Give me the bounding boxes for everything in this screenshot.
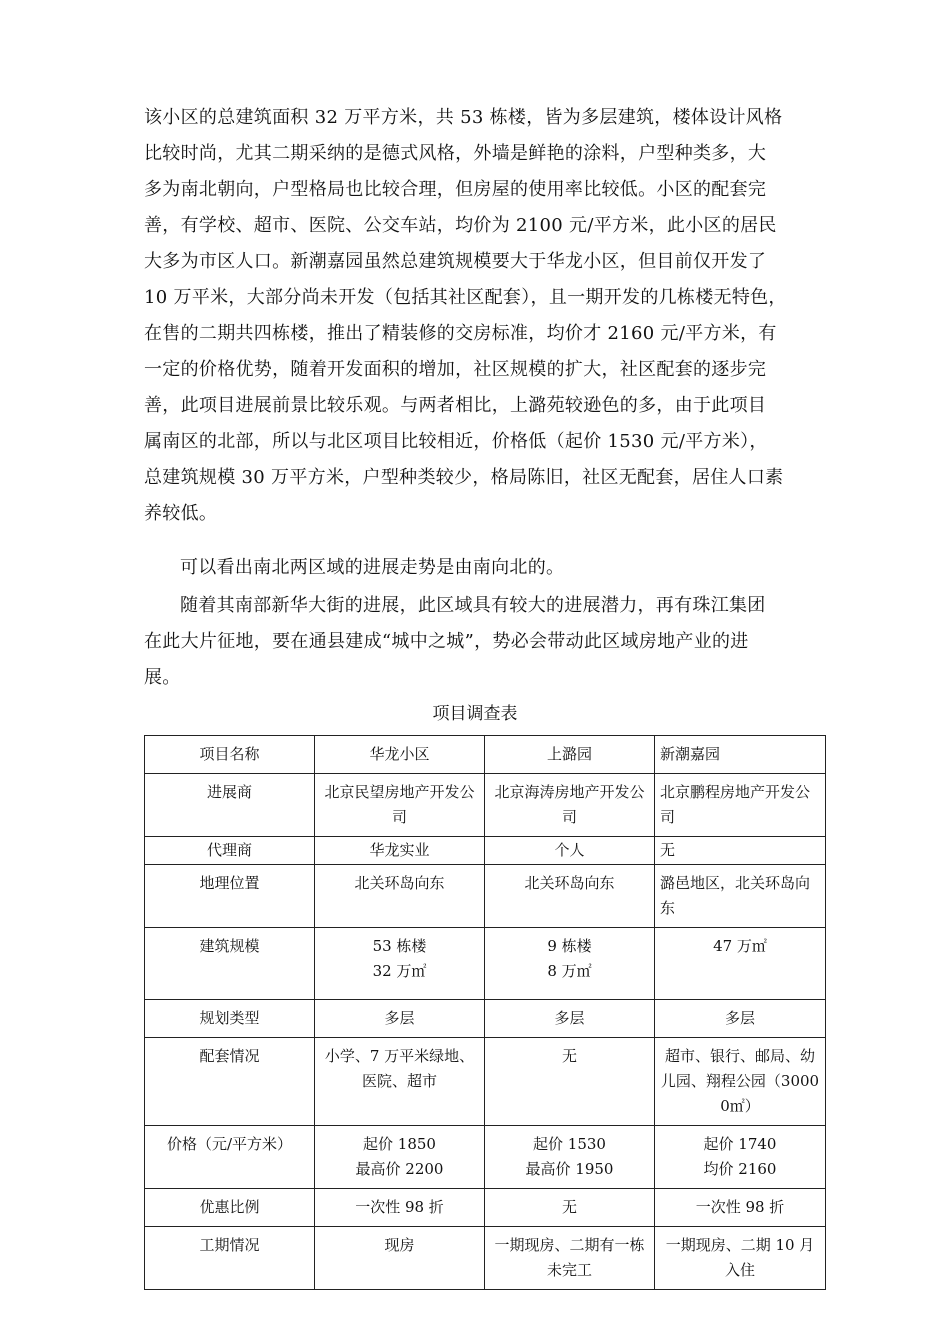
text-line: 可以看出南北两区域的进展走势是由南向北的。 — [180, 557, 565, 578]
cell-line: 9 栋楼 — [547, 937, 592, 955]
row-label: 建筑规模 — [145, 928, 315, 1000]
table-row — [145, 1038, 826, 1126]
table-cell: 无 — [485, 1189, 655, 1227]
table-cell: 北京民望房地产开发公司 — [315, 774, 485, 837]
table-cell: 一期现房、二期有一栋未完工 — [485, 1227, 655, 1290]
table-title: 项目调查表 — [432, 704, 518, 724]
header-cell: 新潮嘉园 — [655, 736, 826, 774]
table-row — [145, 837, 826, 865]
table-cell: 多层 — [485, 1000, 655, 1038]
row-label: 优惠比例 — [145, 1189, 315, 1227]
row-label: 地理位置 — [145, 865, 315, 928]
text-line: 善，此项目进展前景比较乐观。与两者相比，上潞苑较逊色的多，由于此项目 — [144, 395, 767, 416]
table-cell — [655, 1126, 826, 1189]
text-line: 总建筑规模 30 万平方米，户型种类较少，格局陈旧，社区无配套，居住人口素 — [144, 467, 784, 488]
table-cell — [315, 928, 485, 1000]
table-cell: 无 — [485, 1038, 655, 1126]
table-cell: 华龙实业 — [315, 837, 485, 865]
table-cell — [485, 1126, 655, 1189]
table-row — [145, 1000, 826, 1038]
header-cell: 上潞园 — [485, 736, 655, 774]
row-label: 价格（元/平方米） — [145, 1126, 315, 1189]
cell-line: 均价 2160 — [703, 1160, 777, 1178]
table-cell: 北关环岛向东 — [485, 865, 655, 928]
table-cell: 个人 — [485, 837, 655, 865]
cell-line: 起价 1740 — [703, 1135, 777, 1153]
table-cell: 北京海涛房地产开发公司 — [485, 774, 655, 837]
table-cell: 北京鹏程房地产开发公司 — [655, 774, 826, 837]
paragraph-potential — [144, 588, 812, 696]
row-label: 代理商 — [145, 837, 315, 865]
table-cell — [485, 928, 655, 1000]
table-cell: 超市、银行、邮局、幼儿园、翔程公园（30000㎡） — [655, 1038, 826, 1126]
project-survey-table — [144, 735, 826, 1290]
text-line: 该小区的总建筑面积 32 万平方米，共 53 栋楼，皆为多层建筑，楼体设计风格 — [144, 107, 783, 128]
text-line: 善，有学校、超市、医院、公交车站，均价为 2100 元/平方米，此小区的居民 — [144, 215, 777, 236]
table-cell: 北关环岛向东 — [315, 865, 485, 928]
text-line: 在此大片征地，要在通县建成“城中之城”，势必会带动此区域房地产业的进 — [144, 631, 749, 652]
cell-line: 8 万㎡ — [547, 962, 592, 980]
text-line: 养较低。 — [144, 503, 218, 524]
text-line: 一定的价格优势，随着开发面积的增加，社区规模的扩大，社区配套的逐步完 — [144, 359, 767, 380]
cell-line: 53 栋楼 — [372, 937, 427, 955]
cell-line: 起价 1530 — [533, 1135, 606, 1153]
row-label: 工期情况 — [145, 1227, 315, 1290]
cell-line: 最高价 1950 — [525, 1160, 614, 1178]
table-cell: 一次性 98 折 — [655, 1189, 826, 1227]
table-cell: 潞邑地区，北关环岛向东 — [655, 865, 826, 928]
table-cell — [315, 1126, 485, 1189]
table-cell: 多层 — [315, 1000, 485, 1038]
row-label: 规划类型 — [145, 1000, 315, 1038]
text-line: 随着其南部新华大街的进展，此区域具有较大的进展潜力，再有珠江集团 — [180, 595, 766, 616]
paragraph-trend — [144, 550, 812, 586]
table-row — [145, 928, 826, 1000]
table-cell: 多层 — [655, 1000, 826, 1038]
cell-line: 32 万㎡ — [372, 962, 427, 980]
text-line: 属南区的北部，所以与北区项目比较相近，价格低（起价 1530 元/平方米）， — [144, 431, 768, 452]
table-row — [145, 1126, 826, 1189]
text-line: 比较时尚，尤其二期采纳的是德式风格，外墙是鲜艳的涂料，户型种类多，大 — [144, 143, 767, 164]
table-row — [145, 1227, 826, 1290]
cell-line: 最高价 2200 — [355, 1160, 444, 1178]
table-cell: 一期现房、二期 10 月入住 — [655, 1227, 826, 1290]
table-cell: 47 万㎡ — [655, 928, 826, 1000]
table-cell: 一次性 98 折 — [315, 1189, 485, 1227]
text-line: 在售的二期共四栋楼，推出了精装修的交房标准，均价才 2160 元/平方米，有 — [144, 323, 777, 344]
text-line: 10 万平米，大部分尚未开发（包括其社区配套），且一期开发的几栋楼无特色， — [144, 287, 787, 308]
cell-line: 起价 1850 — [363, 1135, 436, 1153]
table-cell: 现房 — [315, 1227, 485, 1290]
header-cell: 项目名称 — [145, 736, 315, 774]
table-row — [145, 1189, 826, 1227]
row-label: 进展商 — [145, 774, 315, 837]
row-label: 配套情况 — [145, 1038, 315, 1126]
table-row — [145, 774, 826, 837]
table-cell: 小学、7 万平米绿地、医院、超市 — [315, 1038, 485, 1126]
text-line: 多为南北朝向，户型格局也比较合理，但房屋的使用率比较低。小区的配套完 — [144, 179, 767, 200]
text-line: 大多为市区人口。新潮嘉园虽然总建筑规模要大于华龙小区，但目前仅开发了 — [144, 251, 767, 272]
table-row — [145, 865, 826, 928]
header-cell: 华龙小区 — [315, 736, 485, 774]
table-header-row — [145, 736, 826, 774]
table-cell: 无 — [655, 837, 826, 865]
paragraph-comparison — [144, 100, 812, 532]
text-line: 展。 — [144, 667, 181, 688]
